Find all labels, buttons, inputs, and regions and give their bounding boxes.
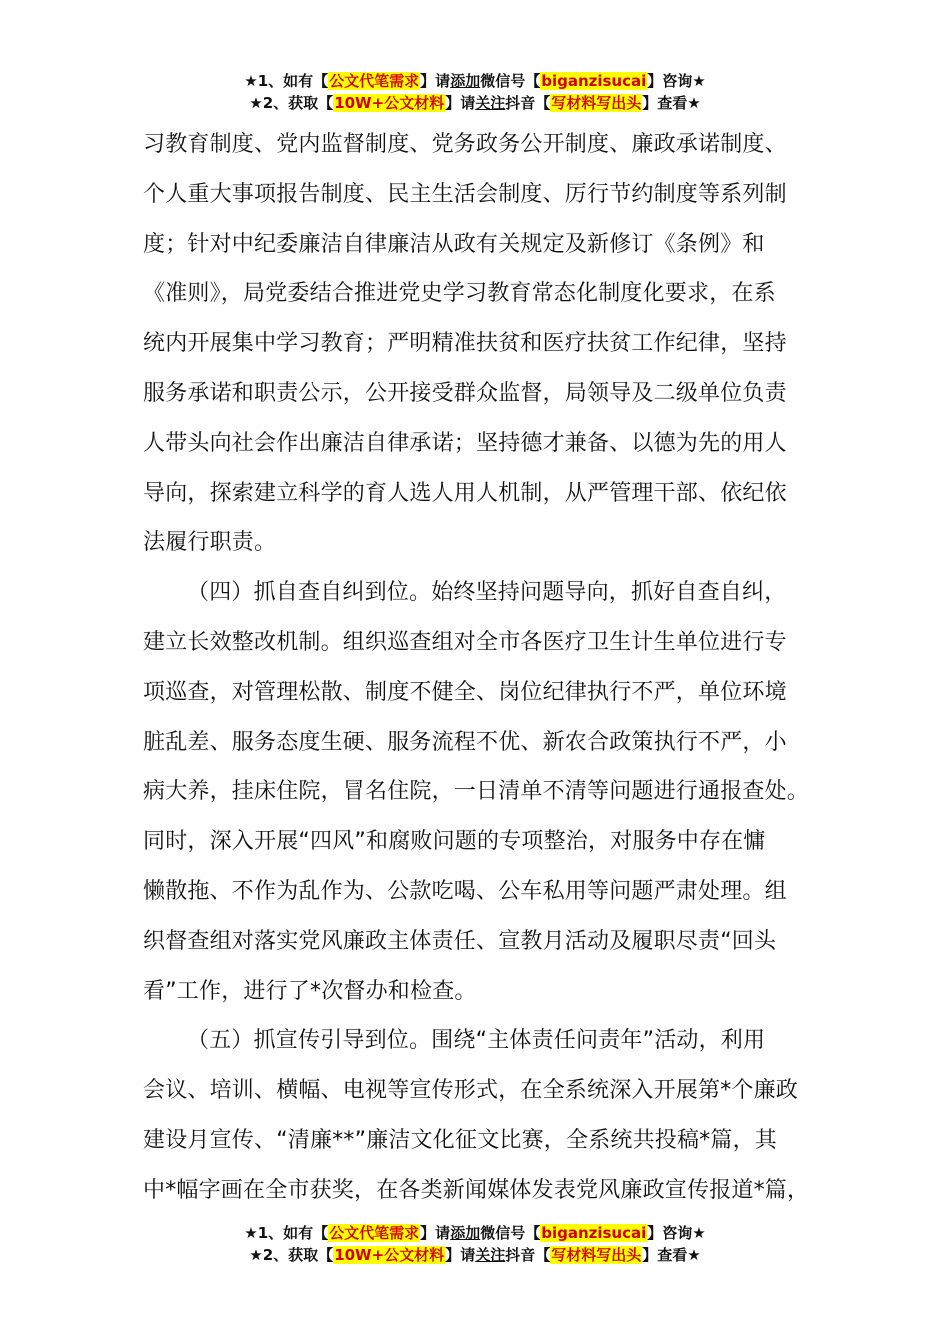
banner-text: 】咨询★ bbox=[647, 1224, 706, 1242]
banner-text: ★2、获取【 bbox=[249, 1246, 334, 1264]
banner-highlight: 写材料写出头 bbox=[551, 1246, 642, 1264]
banner-underline: 添加 bbox=[450, 72, 481, 90]
banner-text: ★1、如有【 bbox=[244, 1224, 329, 1242]
banner-underline: 关注 bbox=[475, 1246, 506, 1264]
banner-text: 】请 bbox=[445, 1246, 476, 1264]
text-line: 建立长效整改机制。组织巡查组对全市各医疗卫生计生单位进行专 bbox=[143, 629, 787, 655]
banner-text: 】查看★ bbox=[642, 1246, 701, 1264]
text-line: 病大养，挂床住院，冒名住院，一日清单不清等问题进行通报查处。 bbox=[143, 779, 810, 805]
text-line: 建设月宣传、“清廉**”廉洁文化征文比赛，全系统共投稿*篇，其 bbox=[143, 1127, 777, 1153]
text-line: 人带头向社会作出廉洁自律承诺；坚持德才兼备、以德为先的用人 bbox=[143, 430, 787, 456]
text-line: 服务承诺和职责公示，公开接受群众监督，局领导及二级单位负责 bbox=[143, 380, 787, 406]
text-line: 法履行职责。 bbox=[143, 530, 277, 556]
text-line: 统内开展集中学习教育；严明精准扶贫和医疗扶贫工作纪律，坚持 bbox=[143, 331, 787, 357]
banner-highlight: 10W+公文材料 bbox=[334, 1246, 445, 1264]
banner-text: 】请 bbox=[420, 72, 451, 90]
banner-text: 】查看★ bbox=[642, 94, 701, 112]
banner-highlight: 公文代笔需求 bbox=[329, 1224, 420, 1242]
footer-banner bbox=[0, 1222, 950, 1266]
text-line: 会议、培训、横幅、电视等宣传形式，在全系统深入开展第*个廉政 bbox=[143, 1078, 799, 1104]
banner-text: 】请 bbox=[445, 94, 476, 112]
banner-line-2 bbox=[0, 1244, 950, 1266]
banner-underline: 添加 bbox=[450, 1224, 481, 1242]
paragraph-heading-line: （五）抓宣传引导到位。围绕“主体责任问责年”活动，利用 bbox=[187, 1028, 766, 1054]
banner-text: 】请 bbox=[420, 1224, 451, 1242]
text-line: 看”工作，进行了*次督办和检查。 bbox=[143, 978, 477, 1004]
text-line: 织督查组对落实党风廉政主体责任、宣教月活动及履职尽责“回头 bbox=[143, 928, 777, 954]
banner-text: 】咨询★ bbox=[647, 72, 706, 90]
banner-text: 微信号【 bbox=[480, 1224, 541, 1242]
text-line: 《准则》，局党委结合推进党史学习教育常态化制度化要求，在系 bbox=[143, 281, 776, 307]
text-line: 同时，深入开展“四风”和腐败问题的专项整治，对服务中存在慵 bbox=[143, 829, 766, 855]
banner-highlight: 写材料写出头 bbox=[551, 94, 642, 112]
banner-text: 抖音【 bbox=[505, 1246, 551, 1264]
banner-text: ★2、获取【 bbox=[249, 94, 334, 112]
banner-line-2 bbox=[0, 92, 950, 114]
text-line: 个人重大事项报告制度、民主生活会制度、厉行节约制度等系列制 bbox=[143, 181, 787, 207]
text-line: 度；针对中纪委廉洁自律廉洁从政有关规定及新修订《条例》和 bbox=[143, 231, 765, 257]
text-line: 导向，探索建立科学的育人选人用人机制，从严管理干部、依纪依 bbox=[143, 480, 787, 506]
banner-line-1 bbox=[0, 1222, 950, 1244]
banner-highlight: biganzisucai bbox=[541, 1224, 647, 1242]
banner-text: 抖音【 bbox=[505, 94, 551, 112]
banner-highlight: 公文代笔需求 bbox=[329, 72, 420, 90]
text-line: 项巡查，对管理松散、制度不健全、岗位纪律执行不严，单位环境 bbox=[143, 679, 787, 705]
document-body bbox=[143, 120, 823, 1216]
banner-text: 微信号【 bbox=[480, 72, 541, 90]
text-line: 习教育制度、党内监督制度、党务政务公开制度、廉政承诺制度、 bbox=[143, 132, 787, 157]
banner-line-1 bbox=[0, 70, 950, 92]
header-banner bbox=[0, 70, 950, 114]
banner-text: ★1、如有【 bbox=[244, 72, 329, 90]
banner-highlight: 10W+公文材料 bbox=[334, 94, 445, 112]
paragraph-heading-line: （四）抓自查自纠到位。始终坚持问题导向，抓好自查自纠， bbox=[187, 580, 787, 606]
banner-underline: 关注 bbox=[475, 94, 506, 112]
banner-highlight: biganzisucai bbox=[541, 72, 647, 90]
text-line: 懒散拖、不作为乱作为、公款吃喝、公车私用等问题严肃处理。组 bbox=[143, 878, 787, 904]
text-line: 中*幅字画在全市获奖，在各类新闻媒体发表党风廉政宣传报道*篇， bbox=[143, 1177, 810, 1203]
text-line: 脏乱差、服务态度生硬、服务流程不优、新农合政策执行不严，小 bbox=[143, 729, 787, 755]
